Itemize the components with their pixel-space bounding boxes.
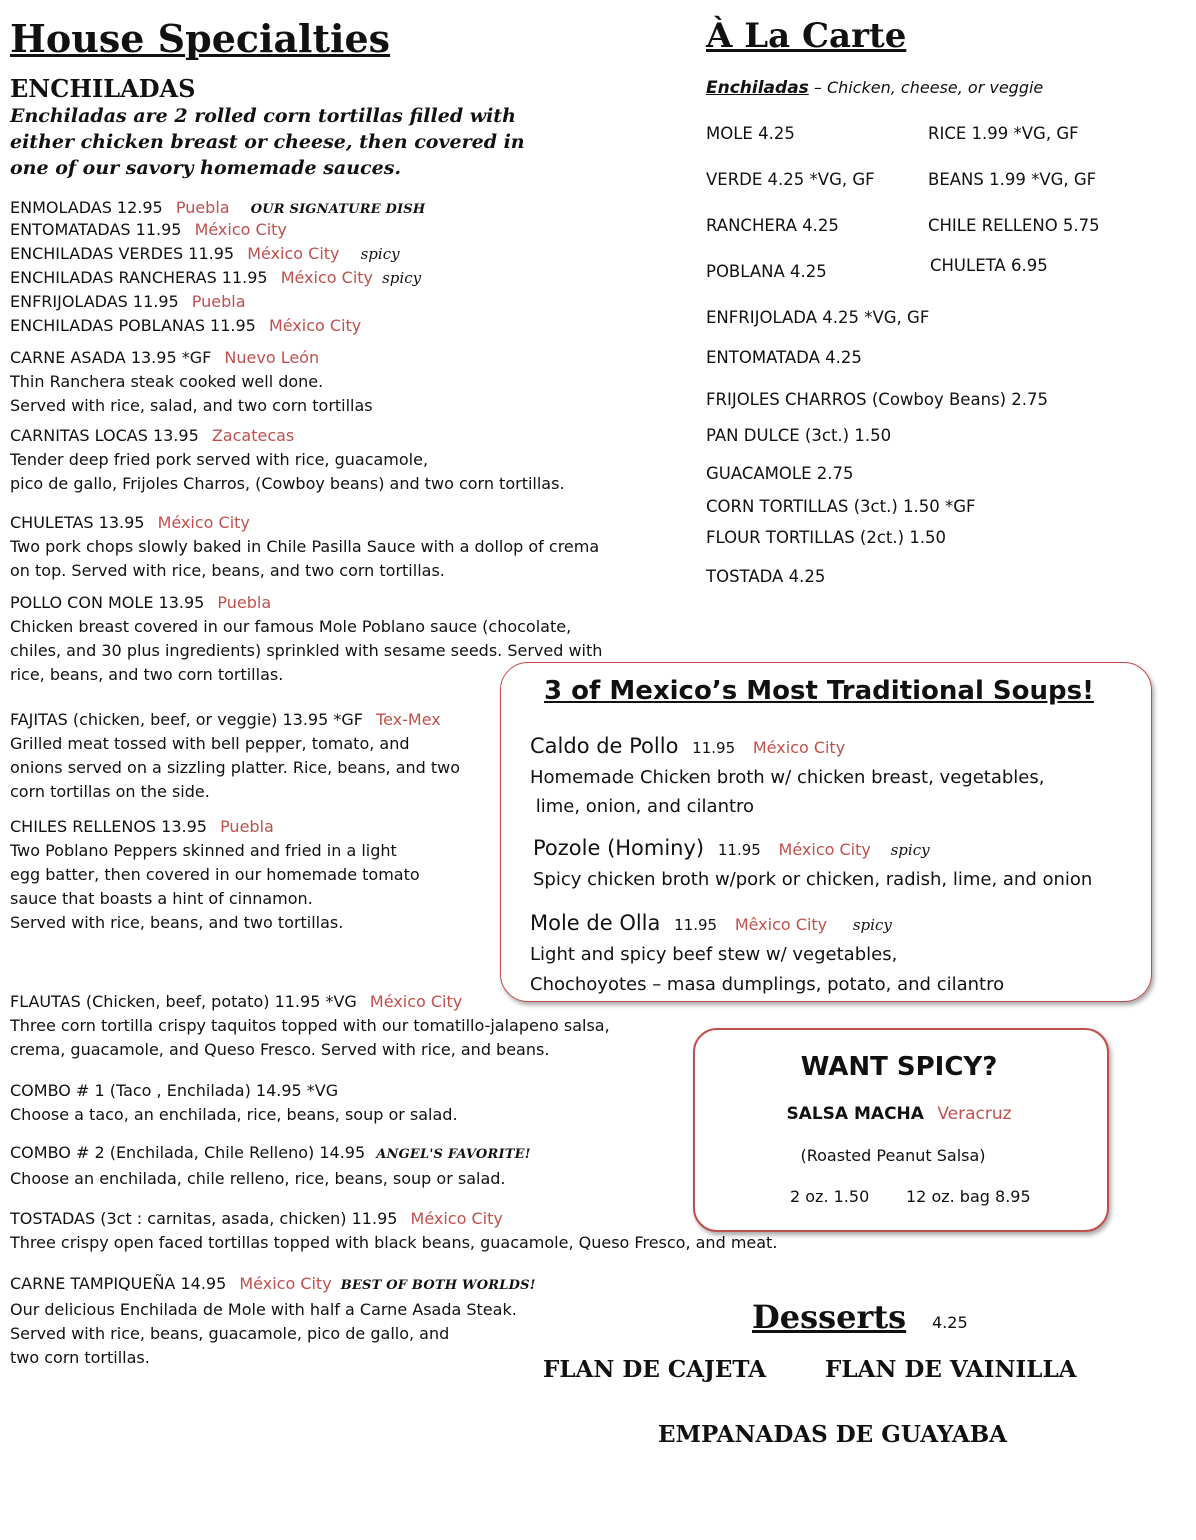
- item-region: Nuevo León: [224, 348, 320, 367]
- soup-name: Pozole (Hominy): [533, 836, 705, 860]
- item-desc: onions served on a sizzling platter. Rice, beans, and two: [10, 758, 461, 777]
- item-desc: Served with rice, beans, and two tortillas.: [10, 913, 344, 932]
- enchiladas-description: [10, 103, 525, 181]
- carte-item: CORN TORTILLAS (3ct.) 1.50 *GF: [706, 497, 976, 516]
- carte-item: CHILE RELLENO 5.75: [928, 216, 1100, 235]
- desserts-title: Desserts: [752, 1298, 907, 1336]
- item-desc: Tender deep fried pork served with rice, guacamole,: [10, 450, 429, 469]
- item-desc: on top. Served with rice, beans, and two corn tortillas.: [10, 561, 445, 580]
- item-region: México City: [239, 1274, 332, 1293]
- spicy-tag: spicy: [382, 269, 422, 287]
- item-name: CHILES RELLENOS 13.95: [10, 817, 207, 836]
- soup-desc: Chochoyotes – masa dumplings, potato, and cilantro: [530, 974, 1005, 995]
- enchiladas-desc-line: either chicken breast or cheese, then covered in: [10, 131, 525, 153]
- item-desc: Served with rice, salad, and two corn tortillas: [10, 396, 373, 415]
- item-name: TOSTADAS (3ct : carnitas, asada, chicken) 11.95: [10, 1209, 398, 1228]
- item-name: CARNE ASADA 13.95 *GF: [10, 348, 212, 367]
- dessert-flan-de-cajeta: FLAN DE CAJETA: [543, 1356, 767, 1383]
- item-desc: crema, guacamole, and Queso Fresco. Served with rice, and beans.: [10, 1040, 550, 1059]
- carte-item: FLOUR TORTILLAS (2ct.) 1.50: [706, 528, 947, 547]
- carte-item: TOSTADA 4.25: [706, 567, 826, 586]
- house-specialties-title: House Specialties: [10, 16, 391, 61]
- carte-item: PAN DULCE (3ct.) 1.50: [706, 426, 892, 445]
- item-name: FAJITAS (chicken, beef, or veggie) 13.95 *GF: [10, 710, 363, 729]
- soup-desc: Spicy chicken broth w/pork or chicken, radish, lime, and onion: [533, 869, 1093, 890]
- item-name: CARNE TAMPIQUEÑA 14.95: [10, 1274, 227, 1293]
- item-desc: sauce that boasts a hint of cinnamon.: [10, 889, 313, 908]
- carte-item: CHULETA 6.95: [930, 256, 1048, 275]
- item-region: Puebla: [191, 292, 246, 311]
- item-desc: Grilled meat tossed with bell pepper, tomato, and: [10, 734, 410, 753]
- menu-item-chiles-rellenos: [10, 815, 420, 935]
- menu-item-entomatadas: [10, 218, 287, 242]
- item-name: CHULETAS 13.95: [10, 513, 145, 532]
- menu-item-carne-tampiquena: [10, 1272, 536, 1370]
- item-desc: pico de gallo, Frijoles Charros, (Cowboy beans) and two corn tortillas.: [10, 474, 565, 493]
- item-note: ANGEL'S FAVORITE!: [376, 1147, 531, 1162]
- item-region: Puebla: [217, 593, 272, 612]
- carte-item: RICE 1.99 *VG, GF: [928, 124, 1079, 143]
- soup-desc: Homemade Chicken broth w/ chicken breast, vegetables,: [530, 767, 1045, 788]
- soup-price: 11.95: [674, 916, 718, 934]
- soup-name: Caldo de Pollo: [530, 734, 679, 758]
- spicy-tag: spicy: [890, 841, 930, 859]
- item-name: ENFRIJOLADAS 11.95: [10, 292, 179, 311]
- spicy-tag: spicy: [360, 245, 400, 263]
- a-la-carte-title: À La Carte: [706, 16, 907, 56]
- menu-item-carne-asada: [10, 346, 373, 418]
- item-name: COMBO # 1 (Taco , Enchilada) 14.95 *VG: [10, 1081, 339, 1100]
- carte-item: RANCHERA 4.25: [706, 216, 839, 235]
- item-name: ENCHILADAS VERDES 11.95: [10, 244, 235, 263]
- item-desc: Chicken breast covered in our famous Mole Poblano sauce (chocolate,: [10, 617, 572, 636]
- item-name: ENCHILADAS RANCHERAS 11.95: [10, 268, 268, 287]
- soups-title: 3 of Mexico’s Most Traditional Soups!: [544, 676, 1094, 706]
- item-desc: Three corn tortilla crispy taquitos topped with our tomatillo-jalapeno salsa,: [10, 1016, 610, 1035]
- item-desc: Three crispy open faced tortillas topped with black beans, guacamole, Queso Fresco, and meat.: [10, 1233, 778, 1252]
- carte-item: ENFRIJOLADA 4.25 *VG, GF: [706, 308, 930, 327]
- soup-pozole: [533, 834, 1092, 894]
- item-desc: Two Poblano Peppers skinned and fried in a light: [10, 841, 397, 860]
- item-name: COMBO # 2 (Enchilada, Chile Relleno) 14.95: [10, 1143, 366, 1162]
- item-region: México City: [157, 513, 250, 532]
- soup-price: 11.95: [717, 841, 761, 859]
- enchiladas-desc-line: Enchiladas are 2 rolled corn tortillas filled with: [10, 105, 516, 127]
- soup-region: Mêxico City: [734, 915, 828, 934]
- item-desc: Served with rice, beans, guacamole, pico de gallo, and: [10, 1324, 450, 1343]
- salsa-price-small: 2 oz. 1.50: [790, 1187, 870, 1206]
- a-la-carte-enchiladas-line: [706, 78, 1043, 98]
- salsa-region: Veracruz: [937, 1104, 1012, 1124]
- carte-item: VERDE 4.25 *VG, GF: [706, 170, 875, 189]
- menu-item-tostadas: [10, 1207, 777, 1255]
- salsa-macha-line: [693, 1104, 1105, 1124]
- carte-enchiladas-label: Enchiladas: [706, 78, 809, 98]
- item-name: ENCHILADAS POBLANAS 11.95: [10, 316, 256, 335]
- salsa-description: (Roasted Peanut Salsa): [800, 1146, 986, 1165]
- soup-region: México City: [778, 840, 871, 859]
- menu-item-combo-2: [10, 1141, 531, 1191]
- item-desc: corn tortillas on the side.: [10, 782, 210, 801]
- enchiladas-heading: ENCHILADAS: [10, 74, 196, 103]
- item-desc: Two pork chops slowly baked in Chile Pasilla Sauce with a dollop of crema: [10, 537, 600, 556]
- item-region: Puebla: [220, 817, 274, 836]
- item-name: POLLO CON MOLE 13.95: [10, 593, 205, 612]
- dessert-empanadas-de-guayaba: EMPANADAS DE GUAYABA: [658, 1421, 1007, 1448]
- enchiladas-desc-line: one of our savory homemade sauces.: [10, 157, 402, 179]
- carte-item: FRIJOLES CHARROS (Cowboy Beans) 2.75: [706, 390, 1049, 409]
- carte-item: BEANS 1.99 *VG, GF: [928, 170, 1097, 189]
- item-name: ENTOMATADAS 11.95: [10, 220, 182, 239]
- soup-price: 11.95: [692, 739, 736, 757]
- item-desc: Choose a taco, an enchilada, rice, beans, soup or salad.: [10, 1105, 458, 1124]
- soup-region: México City: [752, 738, 846, 757]
- carte-item: ENTOMATADA 4.25: [706, 348, 862, 367]
- item-desc: rice, beans, and two corn tortillas.: [10, 665, 284, 684]
- item-region: México City: [194, 220, 287, 239]
- menu-item-enchiladas-rancheras: [10, 266, 421, 290]
- item-name: CARNITAS LOCAS 13.95: [10, 426, 199, 445]
- item-region: México City: [247, 244, 340, 263]
- item-region: México City: [410, 1209, 503, 1228]
- menu-item-chuletas: [10, 511, 599, 583]
- menu-item-fajitas: [10, 708, 460, 804]
- item-region: México City: [369, 992, 463, 1011]
- carte-item: GUACAMOLE 2.75: [706, 464, 854, 483]
- item-desc: Thin Ranchera steak cooked well done.: [10, 372, 324, 391]
- item-region: México City: [280, 268, 374, 287]
- item-desc: Our delicious Enchilada de Mole with half a Carne Asada Steak.: [10, 1300, 517, 1319]
- item-note: BEST OF BOTH WORLDS!: [340, 1278, 536, 1293]
- item-name: ENMOLADAS 12.95: [10, 198, 163, 217]
- dessert-flan-de-vainilla: FLAN DE VAINILLA: [825, 1356, 1077, 1383]
- item-region: Tex-Mex: [376, 710, 441, 729]
- item-region: Zacatecas: [211, 426, 295, 445]
- spicy-tag: spicy: [852, 916, 892, 934]
- item-desc: Choose an enchilada, chile relleno, rice, beans, soup or salad.: [10, 1169, 506, 1188]
- salsa-name: SALSA MACHA: [786, 1104, 924, 1124]
- soup-desc: Light and spicy beef stew w/ vegetables,: [530, 944, 898, 965]
- soup-caldo-de-pollo: [530, 732, 1044, 821]
- item-desc: two corn tortillas.: [10, 1348, 150, 1367]
- item-note: OUR SIGNATURE DISH: [250, 202, 426, 217]
- item-desc: chiles, and 30 plus ingredients) sprinkled with sesame seeds. Served with: [10, 641, 603, 660]
- menu-item-enchiladas-verdes: [10, 242, 400, 266]
- item-region: México City: [268, 316, 362, 335]
- carte-enchiladas-sub: – Chicken, cheese, or veggie: [808, 78, 1044, 97]
- carte-item: POBLANA 4.25: [706, 262, 827, 281]
- menu-item-combo-1: [10, 1079, 458, 1127]
- item-name: FLAUTAS (Chicken, beef, potato) 11.95 *VG: [10, 992, 357, 1011]
- item-desc: egg batter, then covered in our homemade tomato: [10, 865, 420, 884]
- menu-item-enchiladas-poblanas: [10, 314, 361, 338]
- soup-mole-de-olla: [530, 908, 1004, 1000]
- carte-item: MOLE 4.25: [706, 124, 795, 143]
- desserts-price: 4.25: [932, 1313, 968, 1332]
- salsa-price-bag: 12 oz. bag 8.95: [906, 1187, 1031, 1206]
- want-spicy-title: WANT SPICY?: [800, 1052, 998, 1082]
- menu-item-carnitas-locas: [10, 424, 565, 496]
- soup-desc: lime, onion, and cilantro: [530, 796, 755, 817]
- soup-name: Mole de Olla: [530, 911, 661, 935]
- item-region: Puebla: [175, 198, 230, 217]
- menu-item-enfrijoladas: [10, 290, 246, 314]
